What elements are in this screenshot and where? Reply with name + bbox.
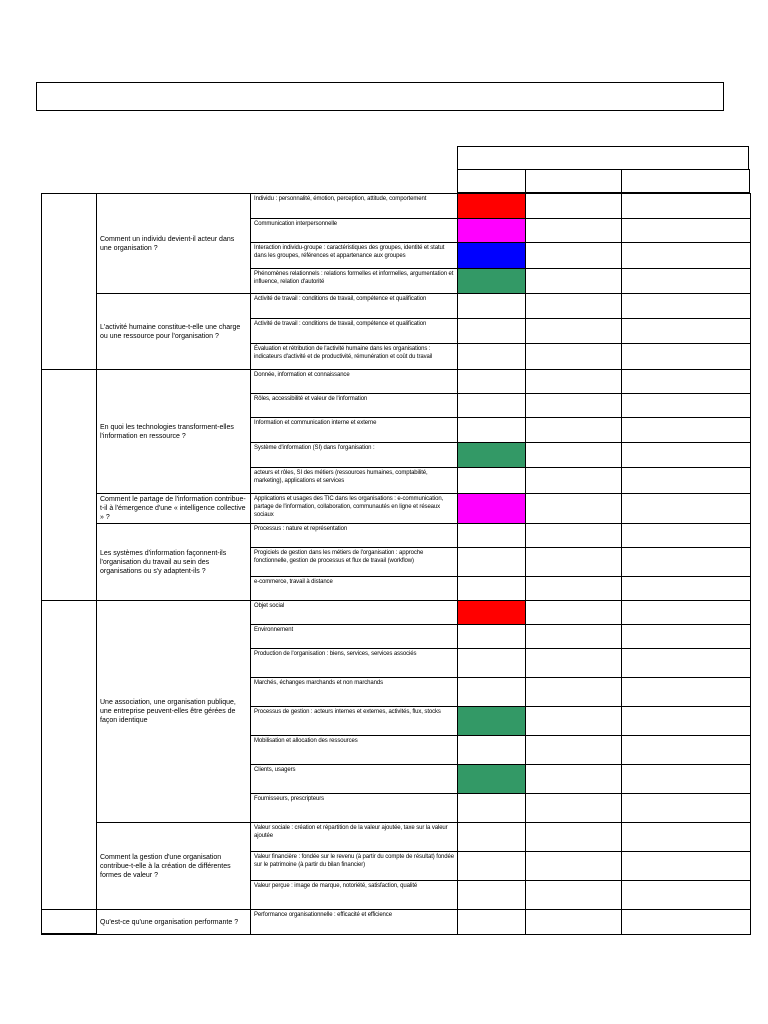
empty-cell-2 <box>526 910 622 935</box>
question-cell: En quoi les technologies transforment-elles l'information en ressource ? <box>97 370 251 494</box>
status-color-cell <box>458 548 526 577</box>
topic-cell: Activité de travail : conditions de travail, compétence et qualification <box>251 319 458 344</box>
topic-cell: Individu : personnalité, émotion, perception, attitude, comportement <box>251 194 458 219</box>
status-color-cell <box>458 443 526 468</box>
theme-cell <box>42 370 97 601</box>
topic-cell: Applications et usages des TIC dans les organisations : e-communication, partage de l'information, collaboration, communautés en ligne et réseaux sociaux <box>251 494 458 524</box>
topic-cell: Processus de gestion : acteurs internes et externes, activités, flux, stocks <box>251 707 458 736</box>
question-cell: Une association, une organisation publique, une entreprise peuvent-elles être gérées de façon identique <box>97 601 251 823</box>
empty-cell-3 <box>622 344 751 370</box>
empty-cell-2 <box>526 678 622 707</box>
empty-cell-3 <box>622 468 751 494</box>
table-row <box>42 910 751 935</box>
table-row <box>42 823 751 852</box>
title-box <box>36 82 724 111</box>
empty-cell-3 <box>622 219 751 243</box>
status-color-cell <box>458 625 526 649</box>
question-cell: Comment la gestion d'une organisation contribue-t-elle à la création de différentes formes de valeur ? <box>97 823 251 910</box>
empty-cell-3 <box>622 548 751 577</box>
empty-cell-2 <box>526 881 622 910</box>
status-color-cell <box>458 881 526 910</box>
empty-cell-2 <box>526 418 622 443</box>
empty-cell-3 <box>622 394 751 418</box>
theme-cell <box>42 910 97 935</box>
table-row <box>42 370 751 394</box>
empty-cell-2 <box>526 524 622 548</box>
empty-cell-3 <box>622 294 751 319</box>
status-color-cell <box>458 394 526 418</box>
theme-cell <box>42 601 97 910</box>
empty-cell-2 <box>526 243 622 269</box>
empty-cell-3 <box>622 823 751 852</box>
status-color-cell <box>458 494 526 524</box>
topic-cell: Valeur sociale : création et répartition de la valeur ajoutée, taxe sur la valeur ajoutée <box>251 823 458 852</box>
topic-cell: Fournisseurs, prescripteurs <box>251 794 458 823</box>
empty-cell-3 <box>622 319 751 344</box>
empty-cell-3 <box>622 881 751 910</box>
question-cell: Comment un individu devient-il acteur dans une organisation ? <box>97 194 251 294</box>
status-color-cell <box>458 601 526 625</box>
empty-cell-2 <box>526 269 622 294</box>
status-color-cell <box>458 765 526 794</box>
empty-cell-3 <box>622 736 751 765</box>
status-color-cell <box>458 468 526 494</box>
empty-cell-3 <box>622 194 751 219</box>
empty-cell-2 <box>526 794 622 823</box>
empty-cell-3 <box>622 852 751 881</box>
table-row <box>42 601 751 625</box>
empty-cell-2 <box>526 548 622 577</box>
topic-cell: Rôles, accessibilité et valeur de l'information <box>251 394 458 418</box>
empty-cell-2 <box>526 577 622 601</box>
empty-cell-2 <box>526 823 622 852</box>
empty-cell-2 <box>526 194 622 219</box>
status-color-cell <box>458 823 526 852</box>
status-color-cell <box>458 319 526 344</box>
table-row <box>42 194 751 219</box>
column-header-3 <box>621 169 750 193</box>
question-cell: Qu'est-ce qu'une organisation performante ? <box>97 910 251 935</box>
topic-cell: Donnée, information et connaissance <box>251 370 458 394</box>
empty-cell-3 <box>622 577 751 601</box>
empty-cell-3 <box>622 649 751 678</box>
topic-cell: Communication interpersonnelle <box>251 219 458 243</box>
status-color-cell <box>458 524 526 548</box>
status-color-cell <box>458 269 526 294</box>
curriculum-grid <box>41 193 751 935</box>
theme-cell <box>42 194 97 370</box>
empty-cell-2 <box>526 319 622 344</box>
status-color-cell <box>458 344 526 370</box>
empty-cell-2 <box>526 494 622 524</box>
empty-cell-3 <box>622 418 751 443</box>
status-color-cell <box>458 194 526 219</box>
topic-cell: Activité de travail : conditions de travail, compétence et qualification <box>251 294 458 319</box>
empty-cell-2 <box>526 344 622 370</box>
empty-cell-2 <box>526 294 622 319</box>
status-color-cell <box>458 736 526 765</box>
question-cell: L'activité humaine constitue-t-elle une charge ou une ressource pour l'organisation ? <box>97 294 251 370</box>
status-color-cell <box>458 577 526 601</box>
empty-cell-2 <box>526 601 622 625</box>
topic-cell: Environnement <box>251 625 458 649</box>
topic-cell: Interaction individu-groupe : caractéristiques des groupes, identité et statut dans les groupes, références et appartenance aux groupes <box>251 243 458 269</box>
empty-cell-2 <box>526 468 622 494</box>
column-header-1 <box>457 169 526 193</box>
topic-cell: Production de l'organisation : biens, services, services associés <box>251 649 458 678</box>
status-color-cell <box>458 910 526 935</box>
topic-cell: Performance organisationnelle : efficacité et efficience <box>251 910 458 935</box>
topic-cell: Mobilisation et allocation des ressources <box>251 736 458 765</box>
topic-cell: Système d'information (SI) dans l'organisation : <box>251 443 458 468</box>
empty-cell-2 <box>526 394 622 418</box>
status-color-cell <box>458 370 526 394</box>
empty-cell-2 <box>526 370 622 394</box>
column-group-header <box>457 146 749 170</box>
topic-cell: Objet social <box>251 601 458 625</box>
topic-cell: Phénomènes relationnels : relations formelles et informelles, argumentation et influence, relation d'autorité <box>251 269 458 294</box>
topic-cell: Processus : nature et représentation <box>251 524 458 548</box>
empty-cell-3 <box>622 910 751 935</box>
table-row <box>42 494 751 524</box>
empty-cell-2 <box>526 219 622 243</box>
status-color-cell <box>458 243 526 269</box>
empty-cell-3 <box>622 494 751 524</box>
column-header-2 <box>525 169 622 193</box>
empty-cell-3 <box>622 625 751 649</box>
empty-cell-3 <box>622 601 751 625</box>
topic-cell: Information et communication interne et externe <box>251 418 458 443</box>
topic-cell: Valeur financière : fondée sur le revenu (à partir du compte de résultat) fondée sur le patrimoine (à partir du bilan financier) <box>251 852 458 881</box>
empty-cell-2 <box>526 736 622 765</box>
empty-cell-3 <box>622 269 751 294</box>
status-color-cell <box>458 294 526 319</box>
empty-cell-2 <box>526 443 622 468</box>
question-cell: Comment le partage de l'information contribue-t-il à l'émergence d'une « intelligence collective » ? <box>97 494 251 524</box>
bottom-rule <box>41 933 96 935</box>
topic-cell: Clients, usagers <box>251 765 458 794</box>
status-color-cell <box>458 649 526 678</box>
topic-cell: Progiciels de gestion dans les métiers de l'organisation : approche fonctionnelle, gestion de processus et flux de travail (workflow) <box>251 548 458 577</box>
status-color-cell <box>458 418 526 443</box>
empty-cell-3 <box>622 678 751 707</box>
empty-cell-3 <box>622 707 751 736</box>
table-row <box>42 524 751 548</box>
status-color-cell <box>458 678 526 707</box>
empty-cell-3 <box>622 443 751 468</box>
empty-cell-3 <box>622 243 751 269</box>
topic-cell: Marchés, échanges marchands et non marchands <box>251 678 458 707</box>
empty-cell-3 <box>622 370 751 394</box>
status-color-cell <box>458 219 526 243</box>
empty-cell-2 <box>526 707 622 736</box>
empty-cell-3 <box>622 765 751 794</box>
empty-cell-2 <box>526 625 622 649</box>
topic-cell: acteurs et rôles, SI des métiers (ressources humaines, comptabilité, marketing), applications et services <box>251 468 458 494</box>
empty-cell-2 <box>526 765 622 794</box>
status-color-cell <box>458 794 526 823</box>
empty-cell-3 <box>622 794 751 823</box>
empty-cell-3 <box>622 524 751 548</box>
question-cell: Les systèmes d'information façonnent-ils l'organisation du travail au sein des organisations ou s'y adaptent-ils ? <box>97 524 251 601</box>
empty-cell-2 <box>526 649 622 678</box>
topic-cell: Valeur perçue : image de marque, notoriété, satisfaction, qualité <box>251 881 458 910</box>
empty-cell-2 <box>526 852 622 881</box>
topic-cell: e-commerce, travail à distance <box>251 577 458 601</box>
table-row <box>42 294 751 319</box>
topic-cell: Évaluation et rétribution de l'activité humaine dans les organisations : indicateurs d'activité et de productivité, rémunération et coût du travail <box>251 344 458 370</box>
status-color-cell <box>458 707 526 736</box>
status-color-cell <box>458 852 526 881</box>
